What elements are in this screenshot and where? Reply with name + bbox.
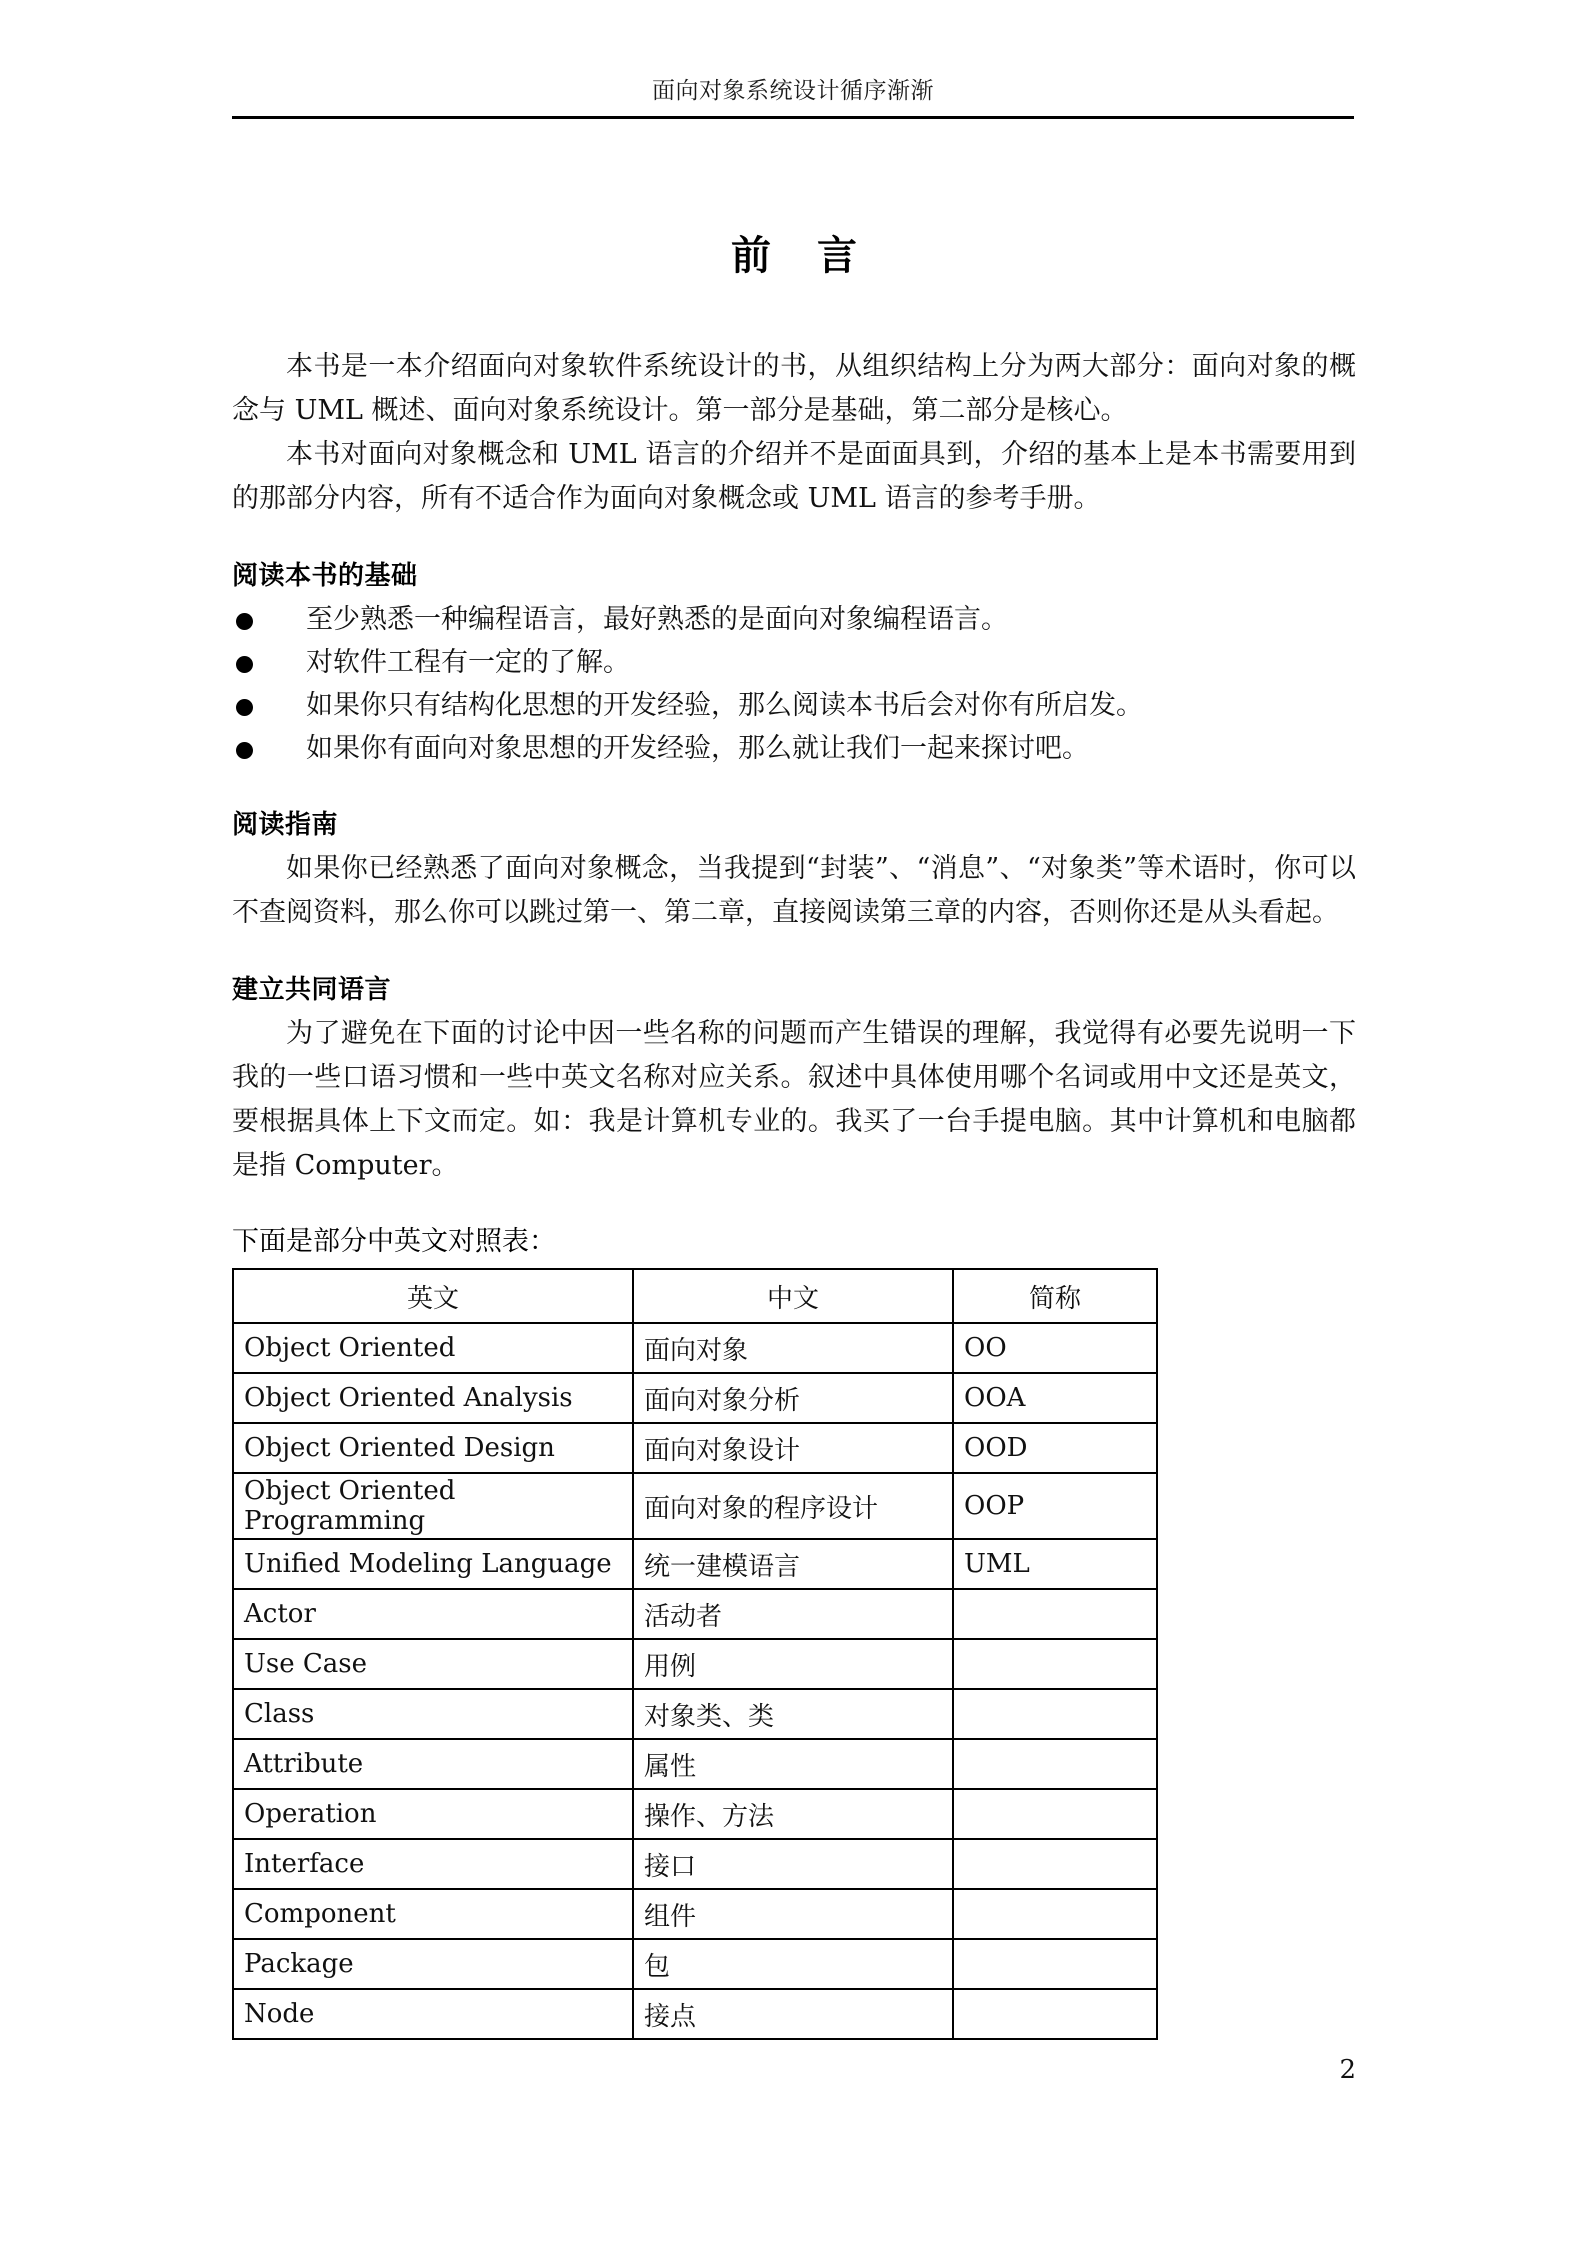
cell-abbreviation [953, 1839, 1157, 1889]
cell-english: Class [233, 1689, 633, 1739]
table-body [233, 1323, 1157, 2039]
bullet-dot-icon [236, 742, 253, 759]
page-number: 2 [1339, 2055, 1356, 2085]
cell-abbreviation [953, 1889, 1157, 1939]
cell-chinese: 包 [633, 1939, 953, 1989]
common-language-paragraph: 为了避免在下面的讨论中因一些名称的问题而产生错误的理解，我觉得有必要先说明一下我的一些口语习惯和一些中英文名称对应关系。叙述中具体使用哪个名词或用中文还是英文，要根据具体上下文而定。如：我是计算机专业的。我买了一台手提电脑。其中计算机和电脑都是指 Computer。 [232, 1018, 1356, 1181]
column-header-english: 英文 [233, 1269, 633, 1323]
table-header-row [233, 1269, 1157, 1323]
running-header [232, 78, 1354, 119]
table-row [233, 1423, 1157, 1473]
section-heading-guide: 阅读指南 [232, 810, 339, 840]
cell-english: Node [233, 1989, 633, 2039]
cell-english: Interface [233, 1839, 633, 1889]
cell-english: Object Oriented Design [233, 1423, 633, 1473]
list-item [232, 684, 1356, 727]
cell-english: Package [233, 1939, 633, 1989]
cell-abbreviation: UML [953, 1539, 1157, 1589]
page-title: 前 言 [731, 233, 873, 279]
section-heading-common-language: 建立共同语言 [232, 975, 392, 1005]
page-content [232, 200, 1356, 2040]
cell-english: Attribute [233, 1739, 633, 1789]
cell-chinese: 面向对象分析 [633, 1373, 953, 1423]
list-item [232, 727, 1356, 770]
header-rule [232, 116, 1354, 119]
cell-abbreviation [953, 1689, 1157, 1739]
cell-chinese: 属性 [633, 1739, 953, 1789]
table-row [233, 1889, 1157, 1939]
cell-abbreviation [953, 1939, 1157, 1989]
cell-abbreviation [953, 1589, 1157, 1639]
glossary-table [232, 1268, 1158, 2040]
cell-abbreviation [953, 1789, 1157, 1839]
basis-bullet-list [232, 598, 1356, 770]
cell-english: Actor [233, 1589, 633, 1639]
cell-abbreviation: OO [953, 1323, 1157, 1373]
cell-english: Operation [233, 1789, 633, 1839]
running-header-title: 面向对象系统设计循序渐渐 [652, 78, 934, 104]
cell-chinese: 活动者 [633, 1589, 953, 1639]
cell-english: Unified Modeling Language [233, 1539, 633, 1589]
cell-chinese: 接口 [633, 1839, 953, 1889]
list-item-label: 至少熟悉一种编程语言，最好熟悉的是面向对象编程语言。 [306, 604, 1008, 635]
table-row [233, 1373, 1157, 1423]
cell-abbreviation: OOA [953, 1373, 1157, 1423]
bullet-dot-icon [236, 613, 253, 630]
list-item [232, 641, 1356, 684]
cell-chinese: 接点 [633, 1989, 953, 2039]
cell-abbreviation [953, 1989, 1157, 2039]
section-heading-basis: 阅读本书的基础 [232, 561, 418, 591]
list-item-label: 对软件工程有一定的了解。 [306, 647, 630, 678]
table-row [233, 1739, 1157, 1789]
column-header-abbreviation: 简称 [953, 1269, 1157, 1323]
table-row [233, 1789, 1157, 1839]
list-item-label: 如果你只有结构化思想的开发经验，那么阅读本书后会对你有所启发。 [306, 690, 1143, 721]
cell-chinese: 对象类、类 [633, 1689, 953, 1739]
cell-abbreviation [953, 1639, 1157, 1689]
cell-chinese: 面向对象设计 [633, 1423, 953, 1473]
table-row [233, 1989, 1157, 2039]
cell-english: Object Oriented Programming [233, 1473, 633, 1539]
column-header-chinese: 中文 [633, 1269, 953, 1323]
cell-chinese: 组件 [633, 1889, 953, 1939]
cell-english: Object Oriented Analysis [233, 1373, 633, 1423]
guide-paragraph: 如果你已经熟悉了面向对象概念，当我提到“封装”、“消息”、“对象类”等术语时，你可以不查阅资料，那么你可以跳过第一、第二章，直接阅读第三章的内容，否则你还是从头看起。 [232, 853, 1356, 928]
table-row [233, 1473, 1157, 1539]
cell-english: Object Oriented [233, 1323, 633, 1373]
cell-chinese: 操作、方法 [633, 1789, 953, 1839]
cell-chinese: 统一建模语言 [633, 1539, 953, 1589]
list-item-label: 如果你有面向对象思想的开发经验，那么就让我们一起来探讨吧。 [306, 733, 1089, 764]
list-item [232, 598, 1356, 641]
cell-chinese: 用例 [633, 1639, 953, 1689]
bullet-dot-icon [236, 699, 253, 716]
cell-english: Component [233, 1889, 633, 1939]
table-row [233, 1639, 1157, 1689]
cell-chinese: 面向对象的程序设计 [633, 1473, 953, 1539]
cell-english: Use Case [233, 1639, 633, 1689]
cell-chinese: 面向对象 [633, 1323, 953, 1373]
table-row [233, 1839, 1157, 1889]
table-row [233, 1323, 1157, 1373]
table-row [233, 1689, 1157, 1739]
cell-abbreviation: OOP [953, 1473, 1157, 1539]
table-row [233, 1939, 1157, 1989]
table-row [233, 1539, 1157, 1589]
bullet-dot-icon [236, 656, 253, 673]
table-lead-text: 下面是部分中英文对照表： [232, 1226, 556, 1257]
cell-abbreviation [953, 1739, 1157, 1789]
table-row [233, 1589, 1157, 1639]
table-header [233, 1269, 1157, 1323]
intro-paragraph-1: 本书是一本介绍面向对象软件系统设计的书，从组织结构上分为两大部分：面向对象的概念与 UML 概述、面向对象系统设计。第一部分是基础，第二部分是核心。 [232, 351, 1356, 426]
intro-paragraph-2: 本书对面向对象概念和 UML 语言的介绍并不是面面具到，介绍的基本上是本书需要用到的那部分内容，所有不适合作为面向对象概念或 UML 语言的参考手册。 [232, 439, 1356, 514]
cell-abbreviation: OOD [953, 1423, 1157, 1473]
